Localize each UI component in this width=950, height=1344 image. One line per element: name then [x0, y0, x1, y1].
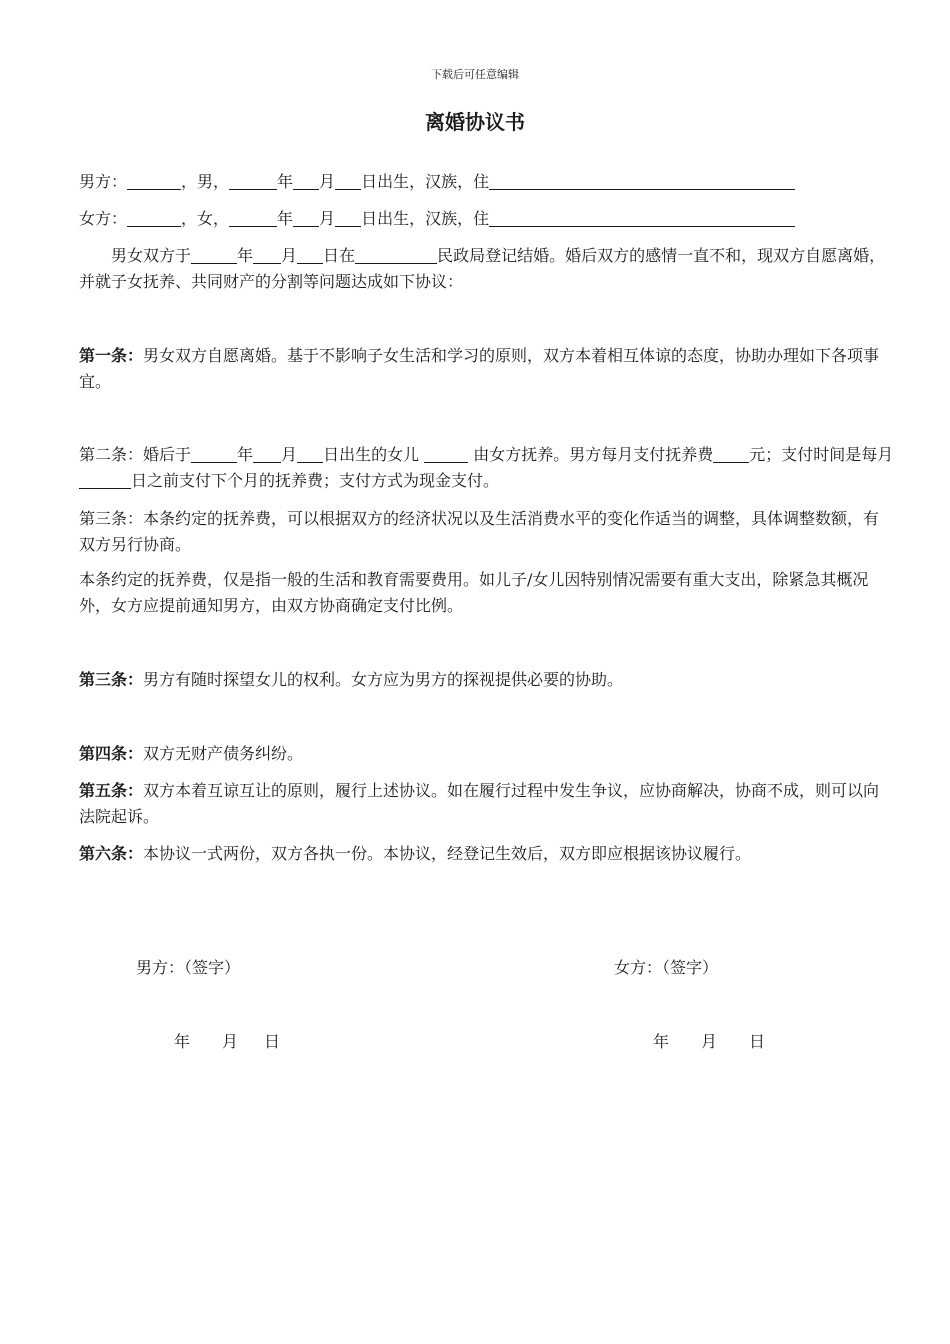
daughter-month-blank: [253, 446, 281, 463]
male-month-label: 月: [319, 172, 336, 191]
article-2-text-1: 婚后于: [143, 445, 192, 464]
male-date-day: 日: [264, 1032, 281, 1051]
article-4: [79, 741, 891, 767]
male-birth-text: 日出生，汉族，住: [361, 172, 490, 191]
article-3c: [79, 667, 891, 693]
registry-blank: [355, 247, 437, 264]
daughter-year-label: 年: [237, 445, 254, 464]
female-sign-date: [653, 1029, 765, 1052]
female-label: 女方：: [79, 209, 128, 228]
intro-text-2: 民政局登记结婚。婚后双方的感情一直不和，现双方自愿离婚，并就子女抚养、共同财产的分割等问题达成如下协议：: [79, 246, 886, 291]
article-2-text-5: 日之前支付下个月的抚养费；支付方式为现金支付。: [131, 471, 500, 490]
female-signature: 女方：（签字）: [614, 958, 719, 977]
article-6-heading: 第六条：: [79, 844, 144, 863]
female-day-blank: [335, 210, 361, 227]
female-birth-text: 日出生，汉族，住: [361, 209, 490, 228]
article-1-heading: 第一条：: [79, 346, 144, 365]
marriage-day-blank: [297, 247, 323, 264]
article-3b-text: 本条约定的抚养费，仅是指一般的生活和教育需要费用。如儿子/女儿因特别情况需要有重大支出，除紧急其概况外，女方应提前通知男方，由双方协商确定支付比例。: [79, 570, 869, 615]
male-year-blank: [229, 173, 277, 190]
female-date-day: 日: [749, 1032, 766, 1051]
payment-day-blank: [79, 472, 131, 489]
female-gender: ，女，: [181, 209, 230, 228]
female-name-blank: [127, 210, 181, 227]
header-note: 下载后可任意编辑: [431, 68, 519, 81]
article-6: [79, 841, 891, 867]
support-amount-blank: [713, 446, 749, 463]
article-3a-heading: 第三条：: [79, 509, 144, 528]
article-5: [79, 778, 891, 830]
male-year-label: 年: [277, 172, 294, 191]
article-4-heading: 第四条：: [79, 744, 144, 763]
female-date-month: 月: [701, 1032, 718, 1051]
article-3c-heading: 第三条：: [79, 670, 144, 689]
daughter-month-label: 月: [281, 445, 298, 464]
daughter-day-blank: [297, 446, 323, 463]
male-address-blank: [489, 173, 795, 190]
article-3a: [79, 506, 891, 558]
article-1: [79, 343, 891, 395]
marriage-year-label: 年: [237, 246, 254, 265]
male-day-blank: [335, 173, 361, 190]
marriage-day-label: 日在: [323, 246, 356, 265]
marriage-month-blank: [253, 247, 281, 264]
male-label: 男方：: [79, 172, 128, 191]
intro-text-1: 男女双方于: [111, 246, 192, 265]
male-info-line: [79, 170, 795, 194]
female-address-blank: [489, 210, 795, 227]
daughter-year-blank: [191, 446, 237, 463]
intro-paragraph: [79, 243, 891, 295]
male-name-blank: [127, 173, 181, 190]
article-5-heading: 第五条：: [79, 781, 144, 800]
marriage-year-blank: [191, 247, 237, 264]
article-1-text: 男女双方自愿离婚。基于不影响子女生活和学习的原则，双方本着相互体谅的态度，协助办理如下各项事宜。: [79, 346, 880, 391]
male-date-month: 月: [222, 1032, 239, 1051]
article-2-text-3: 由女方抚养。男方每月支付抚养费: [473, 445, 714, 464]
male-sign-date: [174, 1029, 280, 1052]
female-year-blank: [229, 210, 277, 227]
female-year-label: 年: [277, 209, 294, 228]
article-3a-text: 本条约定的抚养费，可以根据双方的经济状况以及生活消费水平的变化作适当的调整，具体调整数额，有双方另行协商。: [79, 509, 880, 554]
article-2-text-2: 日出生的女儿: [323, 445, 420, 464]
article-2-text-4: 元；支付时间是每月: [749, 445, 894, 464]
female-month-blank: [293, 210, 319, 227]
male-gender: ，男，: [181, 172, 230, 191]
article-3b: [79, 567, 891, 619]
article-6-text: 本协议一式两份，双方各执一份。本协议，经登记生效后，双方即应根据该协议履行。: [143, 844, 752, 863]
article-2: [79, 442, 901, 494]
daughter-name-blank: [424, 446, 468, 463]
female-info-line: [79, 207, 795, 231]
article-2-heading: 第二条：: [79, 445, 144, 464]
document-title: 离婚协议书: [425, 110, 525, 134]
male-signature: 男方：（签字）: [136, 958, 241, 977]
article-4-text: 双方无财产债务纠纷。: [143, 744, 304, 763]
male-date-year: 年: [174, 1032, 191, 1051]
marriage-month-label: 月: [281, 246, 298, 265]
article-3c-text: 男方有随时探望女儿的权利。女方应为男方的探视提供必要的协助。: [143, 670, 624, 689]
male-month-blank: [293, 173, 319, 190]
female-month-label: 月: [319, 209, 336, 228]
female-date-year: 年: [653, 1032, 670, 1051]
article-5-text: 双方本着互谅互让的原则，履行上述协议。如在履行过程中发生争议，应协商解决，协商不成，则可以向法院起诉。: [79, 781, 880, 826]
